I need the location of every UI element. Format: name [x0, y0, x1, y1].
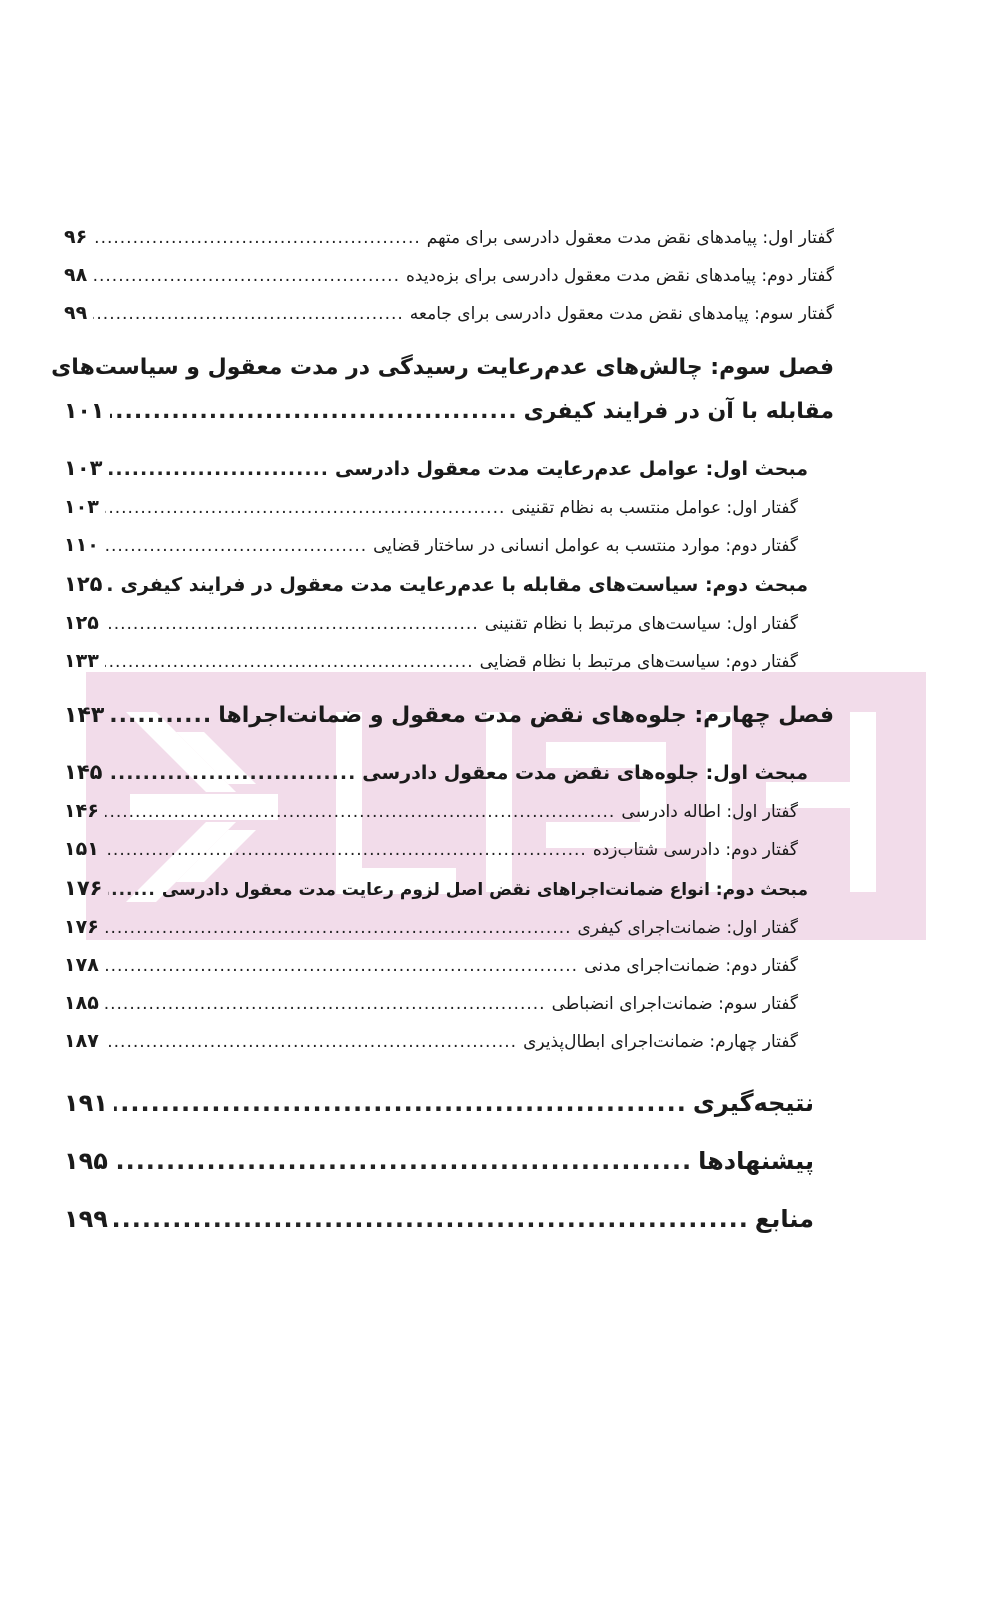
toc-entry-page: ۱۸۵ — [64, 992, 99, 1014]
dot-leader — [108, 449, 329, 489]
toc-entry-page: ۱۵۱ — [64, 838, 99, 860]
toc-entry — [64, 642, 834, 680]
dot-leader — [105, 831, 587, 869]
section-heading — [64, 448, 834, 488]
chapter-title-line1: فصل سوم: چالش‌های عدم‌رعایت رسیدگی در مدت معقول و سیاست‌های — [51, 355, 834, 380]
dot-leader — [105, 643, 474, 681]
toc-entry-title: گفتار سوم: پیامدهای نقض مدت معقول دادرسی برای جامعه — [409, 304, 834, 324]
dot-leader — [114, 1132, 692, 1190]
dot-leader — [105, 605, 479, 643]
toc-entry-title: منابع — [754, 1205, 814, 1233]
toc-entry-title: گفتار سوم: ضمانت‌اجرای انضباطی — [551, 994, 798, 1014]
toc-entry-page: ۹۸ — [64, 264, 88, 286]
dot-leader — [105, 793, 616, 831]
chapter-page: ۱۴۳ — [64, 703, 105, 728]
end-item-references — [64, 1190, 834, 1248]
toc-entry — [64, 984, 834, 1022]
section-page: ۱۲۵ — [64, 572, 103, 596]
dot-leader — [105, 489, 506, 527]
dot-leader — [110, 694, 212, 738]
toc-entry-title: گفتار اول: عوامل منتسب به نظام تقنینی — [511, 498, 798, 518]
dot-leader — [93, 257, 400, 295]
toc-entry-page: ۱۳۳ — [64, 650, 99, 672]
dot-leader — [114, 1074, 687, 1132]
toc-entry — [64, 908, 834, 946]
dot-leader — [93, 219, 421, 257]
toc-entry-page: ۱۲۵ — [64, 612, 99, 634]
chapter-title: فصل چهارم: جلوه‌های نقض مدت معقول و ضمانت‌اجراها — [218, 703, 834, 728]
section-heading — [64, 752, 834, 792]
toc-entry — [64, 256, 834, 294]
chapter-heading — [51, 346, 834, 390]
toc-entry-page: ۱۹۹ — [64, 1205, 108, 1233]
dot-leader — [105, 909, 572, 947]
dot-leader — [108, 870, 155, 910]
toc-entry-page: ۱۰۳ — [64, 496, 99, 518]
toc-entry-page: ۹۹ — [64, 302, 88, 324]
dot-leader — [108, 753, 356, 793]
chapter-heading — [64, 694, 834, 738]
toc-entry-page: ۱۱۰ — [64, 534, 99, 556]
toc-entry-title: گفتار دوم: سیاست‌های مرتبط با نظام قضایی — [479, 652, 798, 672]
chapter-title-line2: مقابله با آن در فرایند کیفری — [523, 399, 834, 424]
toc-entry-title: پیشنهادها — [698, 1147, 814, 1175]
toc-entry-page: ۹۶ — [64, 226, 88, 248]
toc-entry-page: ۱۸۷ — [64, 1030, 99, 1052]
toc-entry-title: گفتار اول: سیاست‌های مرتبط با نظام تقنینی — [484, 614, 798, 634]
toc-entry — [64, 830, 834, 868]
dot-leader — [93, 295, 404, 333]
section-heading — [64, 868, 834, 908]
dot-leader — [105, 1023, 517, 1061]
toc-entry-title: گفتار اول: اطاله دادرسی — [621, 802, 798, 822]
toc-entry — [64, 792, 834, 830]
section-title: مبحث اول: جلوه‌های نقض مدت معقول دادرسی — [362, 762, 808, 784]
toc-entry-page: ۱۹۱ — [64, 1089, 108, 1117]
toc-entry — [64, 488, 834, 526]
toc-entry-title: گفتار دوم: ضمانت‌اجرای مدنی — [584, 956, 798, 976]
toc-entry-title: گفتار دوم: موارد منتسب به عوامل انسانی در ساختار قضایی — [373, 536, 798, 556]
dot-leader — [108, 565, 114, 605]
toc-entry-page: ۱۷۸ — [64, 954, 99, 976]
toc-entry-page: ۱۷۶ — [64, 916, 99, 938]
end-item-suggestions — [64, 1132, 834, 1190]
section-page: ۱۴۵ — [64, 760, 103, 784]
toc-entry — [64, 946, 834, 984]
chapter-page: ۱۰۱ — [64, 399, 105, 424]
dot-leader — [110, 390, 517, 434]
section-title: مبحث دوم: انواع ضمانت‌اجراهای نقض اصل لزوم رعایت مدت معقول دادرسی — [161, 880, 808, 900]
toc-entry — [64, 526, 834, 564]
toc-entry-title: گفتار دوم: پیامدهای نقض مدت معقول دادرسی برای بزه‌دیده — [405, 266, 834, 286]
table-of-contents — [51, 218, 834, 1248]
section-page: ۱۰۳ — [64, 456, 103, 480]
section-title: مبحث اول: عوامل عدم‌رعایت مدت معقول دادرسی — [335, 458, 808, 480]
toc-entry-page: ۱۹۵ — [64, 1147, 108, 1175]
toc-entry-title: گفتار چهارم: ضمانت‌اجرای ابطال‌پذیری — [523, 1032, 798, 1052]
toc-entry-title: نتیجه‌گیری — [692, 1089, 814, 1117]
toc-entry — [64, 218, 834, 256]
toc-entry-title: گفتار دوم: دادرسی شتاب‌زده — [592, 840, 798, 860]
dot-leader — [105, 527, 367, 565]
end-item-conclusion — [64, 1074, 834, 1132]
dot-leader — [105, 985, 546, 1023]
section-title: مبحث دوم: سیاست‌های مقابله با عدم‌رعایت مدت معقول در فرایند کیفری — [120, 574, 808, 596]
toc-entry — [64, 1022, 834, 1060]
dot-leader — [114, 1190, 749, 1248]
chapter-heading-cont — [64, 390, 834, 434]
section-page: ۱۷۶ — [64, 876, 103, 900]
toc-entry-page: ۱۴۶ — [64, 800, 99, 822]
toc-entry — [64, 294, 834, 332]
toc-entry-title: گفتار اول: پیامدهای نقض مدت معقول دادرسی برای متهم — [426, 228, 834, 248]
dot-leader — [105, 947, 578, 985]
toc-entry-title: گفتار اول: ضمانت‌اجرای کیفری — [577, 918, 798, 938]
section-heading — [64, 564, 834, 604]
toc-entry — [64, 604, 834, 642]
